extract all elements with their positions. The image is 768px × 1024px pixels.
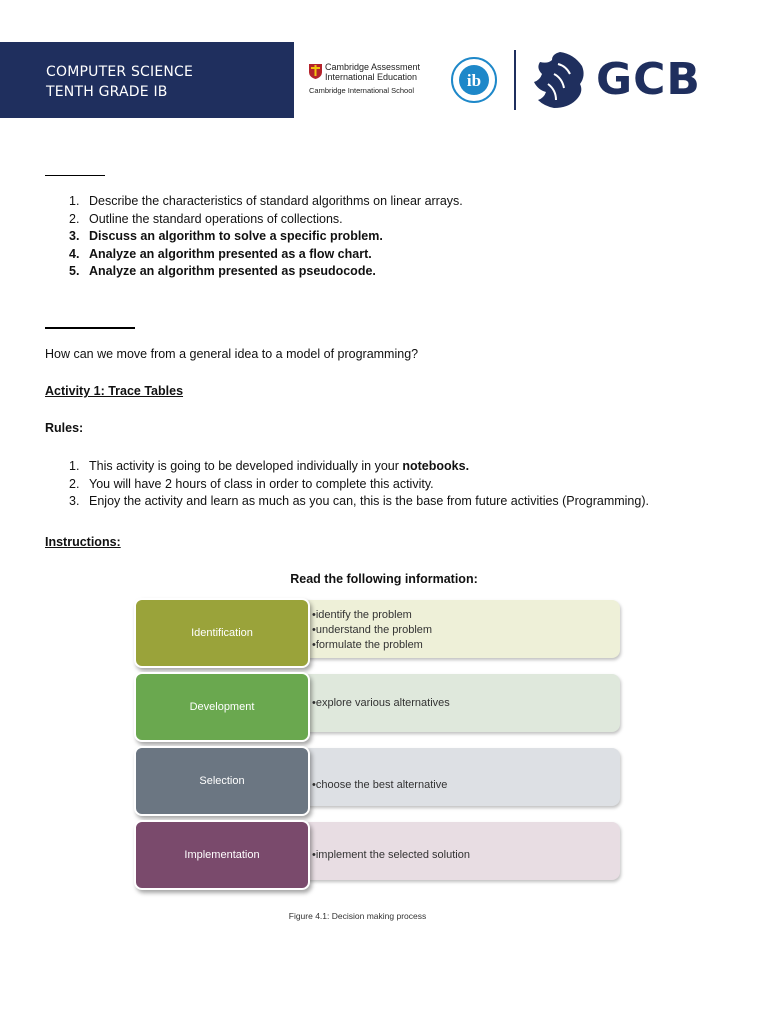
process-step xyxy=(130,670,625,740)
course-title: COMPUTER SCIENCE xyxy=(46,64,194,80)
guiding-question: How can we move from a general idea to a model of programming? xyxy=(45,347,419,361)
step-detail: •choose the best alternative xyxy=(312,779,448,791)
svg-text:ib: ib xyxy=(466,71,482,90)
step-details-panel xyxy=(302,822,620,880)
school-name: GCB xyxy=(596,54,701,105)
step-detail: •explore various alternatives xyxy=(312,697,450,709)
section-rule xyxy=(45,175,105,176)
rules-list xyxy=(45,458,649,511)
step-details-panel xyxy=(302,600,620,658)
rules-label: Rules: xyxy=(45,421,84,435)
step-label: Selection xyxy=(134,746,310,816)
list-item: 3. Enjoy the activity and learn as much as you can, this is the base from future activities (Programming). xyxy=(69,494,649,508)
list-item: 4. Analyze an algorithm presented as a flow chart. xyxy=(69,246,372,261)
process-step xyxy=(130,818,625,888)
step-detail: •identify the problem xyxy=(312,609,412,621)
instructions-label: Instructions: xyxy=(45,535,121,549)
ib-logo-icon xyxy=(450,56,498,104)
step-detail: •implement the selected solution xyxy=(312,849,470,861)
step-label: Identification xyxy=(134,598,310,668)
figure-title: Read the following information: xyxy=(290,572,478,586)
step-detail: •understand the problem xyxy=(312,624,433,636)
logo-divider xyxy=(514,50,516,110)
decision-process-diagram xyxy=(130,594,625,894)
cambridge-shield-icon xyxy=(309,64,322,79)
cambridge-subtitle: Cambridge International School xyxy=(309,86,415,95)
list-item: 2. Outline the standard operations of collections. xyxy=(69,211,343,226)
header-band xyxy=(0,42,294,118)
list-item: 2. You will have 2 hours of class in order to complete this activity. xyxy=(69,476,434,491)
activity-title: Activity 1: Trace Tables xyxy=(45,384,184,398)
list-item: 1. This activity is going to be developed individually in your notebooks. xyxy=(69,459,470,473)
grade-title: TENTH GRADE IB xyxy=(46,84,168,100)
section-rule xyxy=(45,327,135,329)
figure-caption: Figure 4.1: Decision making process xyxy=(288,911,427,921)
process-step xyxy=(130,744,625,814)
list-item: 3. Discuss an algorithm to solve a specific problem. xyxy=(69,229,383,243)
step-label: Development xyxy=(134,672,310,742)
list-item: 1. Describe the characteristics of standard algorithms on linear arrays. xyxy=(69,194,463,208)
cambridge-name-line2: International Education xyxy=(325,72,418,82)
list-item: 5. Analyze an algorithm presented as pseudocode. xyxy=(69,264,376,278)
cambridge-logo xyxy=(309,62,429,98)
process-step xyxy=(130,596,625,666)
cambridge-name-line1: Cambridge Assessment xyxy=(325,62,421,72)
objectives-list xyxy=(45,193,463,281)
step-detail: •formulate the problem xyxy=(312,639,423,651)
step-details-panel xyxy=(302,674,620,732)
step-details-panel xyxy=(302,748,620,806)
step-label: Implementation xyxy=(134,820,310,890)
lion-icon xyxy=(530,50,588,110)
